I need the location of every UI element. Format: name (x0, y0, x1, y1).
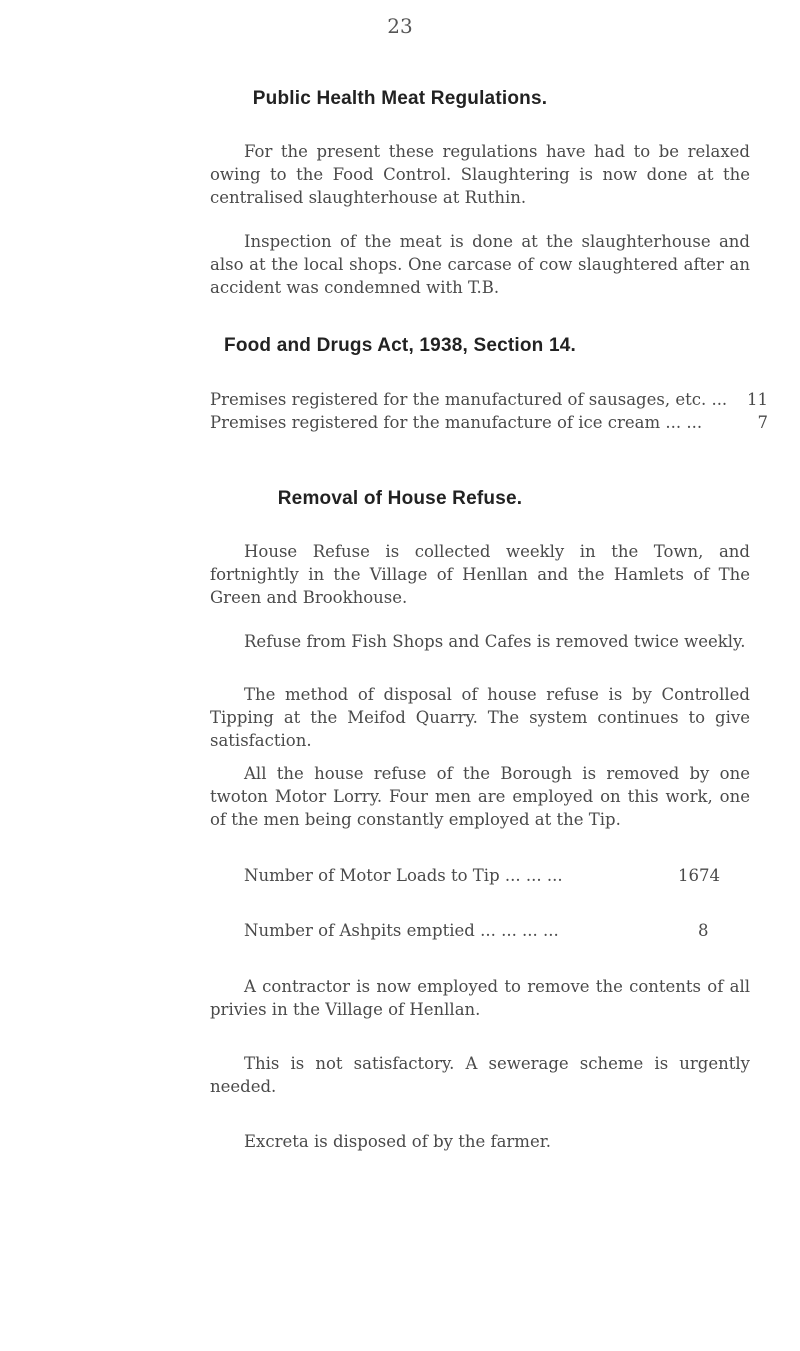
refuse-paragraph-2-text: Refuse from Fish Shops and Cafes is removed twice weekly. (244, 632, 746, 651)
meat-paragraph-1-text: For the present these regulations have had to be relaxed owing to the Food Control. Slaughtering is now done at the centralised slaughterhouse at Ruthin. (210, 142, 750, 207)
premises-ice-cream-row (210, 411, 768, 434)
premises-ice-cream-label: Premises registered for the manufacture of ice cream ... ... (210, 413, 703, 432)
refuse-paragraph-1 (210, 540, 750, 609)
refuse-paragraph-4-text: All the house refuse of the Borough is removed by one twoton Motor Lorry. Four men are employed on this work, one of the men being constantly employed at the Tip. (210, 764, 750, 829)
premises-sausages-row (210, 388, 768, 411)
meat-paragraph-2 (210, 230, 750, 299)
refuse-heading: Removal of House Refuse. (277, 488, 523, 509)
refuse-paragraph-4 (210, 762, 750, 831)
refuse-paragraph-6-text: This is not satisfactory. A sewerage scheme is urgently needed. (210, 1054, 750, 1096)
meat-paragraph-2-text: Inspection of the meat is done at the slaughterhouse and also at the local shops. One carcase of cow slaughtered after an accident was condemned with T.B. (210, 232, 750, 297)
premises-sausages-label: Premises registered for the manufactured of sausages, etc. ... (210, 390, 728, 409)
refuse-paragraph-7 (210, 1130, 750, 1153)
premises-sausages-value: 11 (747, 390, 768, 409)
meat-paragraph-1 (210, 140, 750, 209)
ashpits-label: Number of Ashpits emptied ... ... ... ... (244, 921, 559, 940)
refuse-paragraph-7-text: Excreta is disposed of by the farmer. (244, 1132, 552, 1151)
food-drugs-heading: Food and Drugs Act, 1938, Section 14. (224, 335, 576, 356)
refuse-paragraph-1-text: House Refuse is collected weekly in the Town, and fortnightly in the Village of Henllan and the Hamlets of The Green and Brookhouse. (210, 542, 750, 607)
refuse-paragraph-6 (210, 1052, 750, 1098)
motor-loads-value: 1674 (678, 866, 720, 885)
refuse-paragraph-3-text: The method of disposal of house refuse is by Controlled Tipping at the Meifod Quarry. The system continues to give satisfaction. (210, 685, 750, 750)
refuse-paragraph-5 (210, 975, 750, 1021)
motor-loads-label: Number of Motor Loads to Tip ... ... ... (244, 866, 563, 885)
meat-regulations-heading: Public Health Meat Regulations. (252, 88, 548, 109)
refuse-paragraph-3 (210, 683, 750, 752)
premises-ice-cream-value: 7 (757, 413, 768, 432)
refuse-paragraph-2 (210, 630, 750, 653)
page-number: 23 (387, 14, 413, 38)
ashpits-value: 8 (698, 921, 709, 940)
refuse-paragraph-5-text: A contractor is now employed to remove the contents of all privies in the Village of Henllan. (210, 977, 750, 1019)
